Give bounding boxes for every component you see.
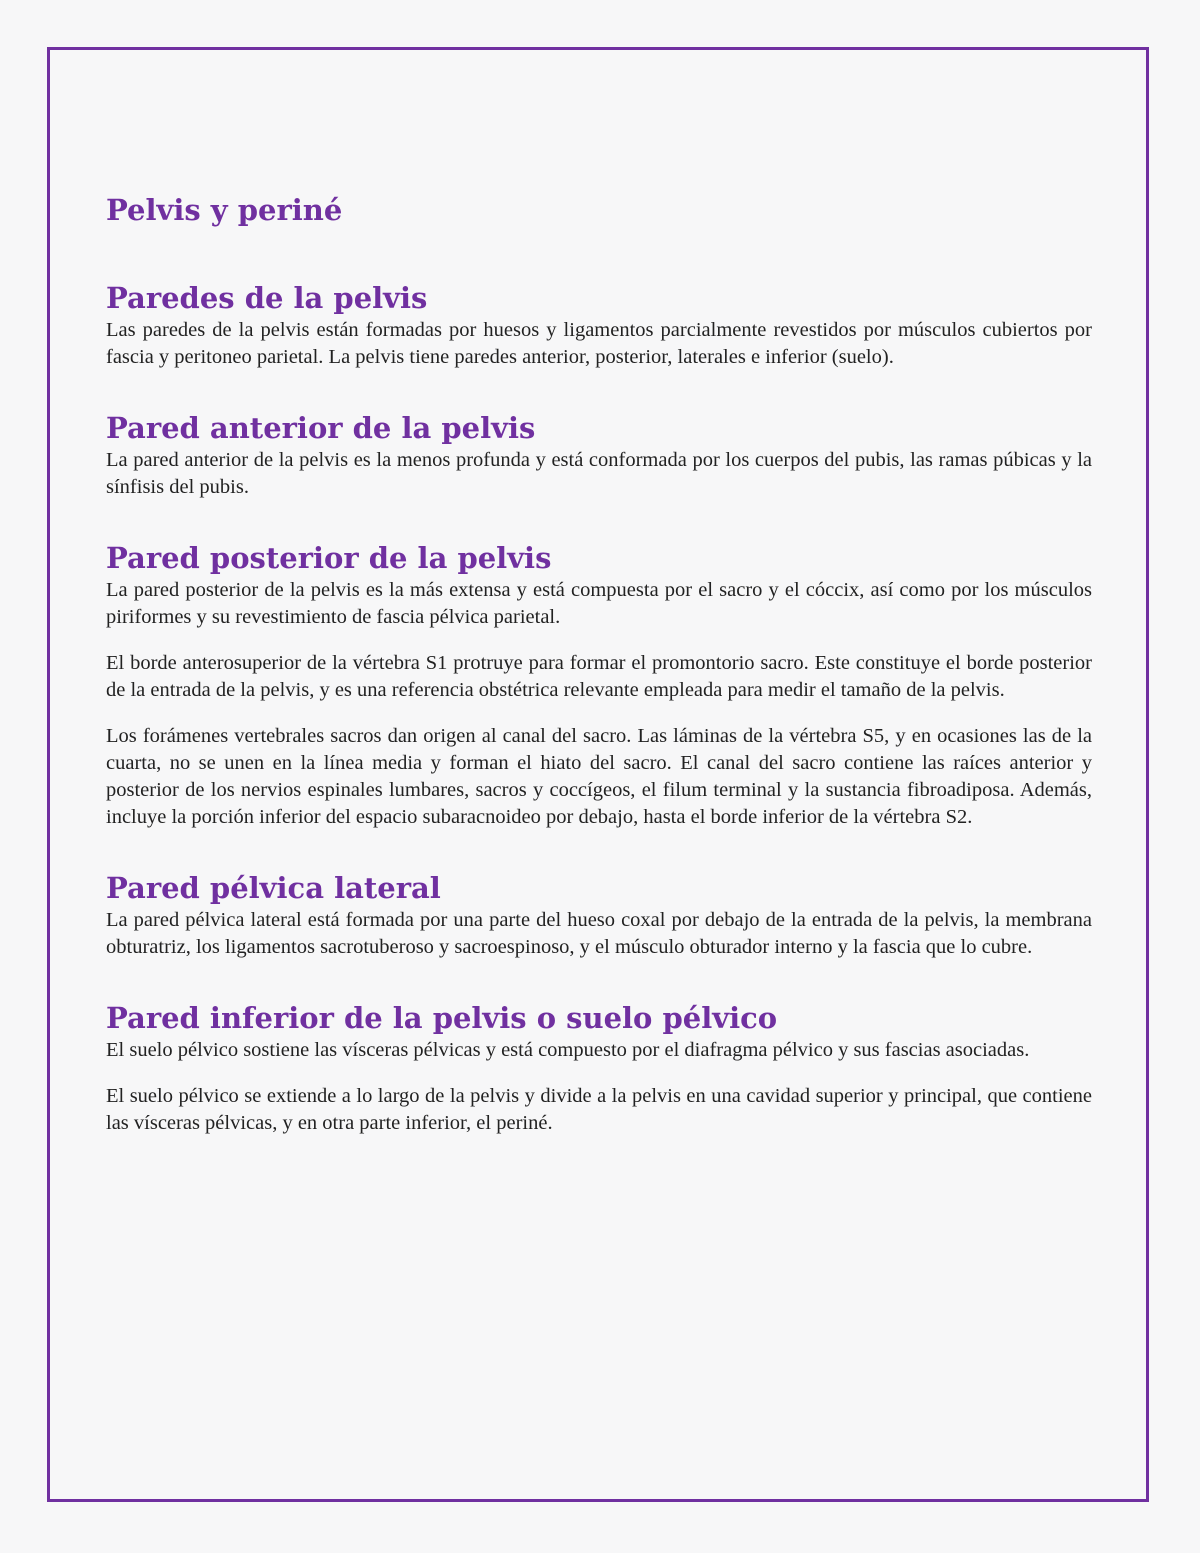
page-title: Pelvis y periné xyxy=(106,193,343,227)
section-paredes xyxy=(106,279,1092,371)
section-heading: Paredes de la pelvis xyxy=(106,281,428,315)
paragraph: El suelo pélvico se extiende a lo largo de la pelvis y divide a la pelvis en una cavidad superior y principal, que contiene las vísceras pélvicas, y en otra parte inferior, el periné. xyxy=(106,1085,1092,1134)
paragraph: La pared anterior de la pelvis es la menos profunda y está conformada por los cuerpos del pubis, las ramas púbicas y la sínfisis del pubis. xyxy=(106,449,1092,498)
section-heading: Pared inferior de la pelvis o suelo pélvico xyxy=(106,1001,778,1035)
section-pared-inferior xyxy=(106,999,1092,1137)
section-pared-posterior xyxy=(106,539,1092,831)
section-heading: Pared pélvica lateral xyxy=(106,871,441,905)
section-heading: Pared anterior de la pelvis xyxy=(106,411,536,445)
paragraph: Los forámenes vertebrales sacros dan origen al canal del sacro. Las láminas de la vértebra S5, y en ocasiones las de la cuarta, no se unen en la línea media y forman el hiato del sacro. El canal del sacro contiene las raíces anterior y posterior de los nervios espinales lumbares, sacros y coccígeos, el filum terminal y la sustancia fibroadiposa. Además, incluye la porción inferior del espacio subaracnoideo por debajo, hasta el borde inferior de la vértebra S2. xyxy=(106,725,1092,828)
paragraph: El suelo pélvico sostiene las vísceras pélvicas y está compuesto por el diafragma pélvico y sus fascias asociadas. xyxy=(106,1039,1030,1061)
document-body xyxy=(106,190,1092,1156)
section-pared-lateral xyxy=(106,869,1092,961)
paragraph: Las paredes de la pelvis están formadas por huesos y ligamentos parcialmente revestidos por músculos cubiertos por fascia y peritoneo parietal. La pelvis tiene paredes anterior, posterior, laterales e inferior (suelo). xyxy=(106,319,1092,368)
paragraph: La pared posterior de la pelvis es la más extensa y está compuesta por el sacro y el cóccix, así como por los músculos piriformes y su revestimiento de fascia pélvica parietal. xyxy=(106,579,1092,628)
section-pared-anterior xyxy=(106,409,1092,501)
section-heading: Pared posterior de la pelvis xyxy=(106,541,552,575)
paragraph: La pared pélvica lateral está formada por una parte del hueso coxal por debajo de la entrada de la pelvis, la membrana obturatriz, los ligamentos sacrotuberoso y sacroespinoso, y el músculo obturador interno y la fascia que lo cubre. xyxy=(106,909,1092,958)
paragraph: El borde anterosuperior de la vértebra S1 protruye para formar el promontorio sacro. Este constituye el borde posterior de la entrada de la pelvis, y es una referencia obstétrica relevante empleada para medir el tamaño de la pelvis. xyxy=(106,652,1092,701)
